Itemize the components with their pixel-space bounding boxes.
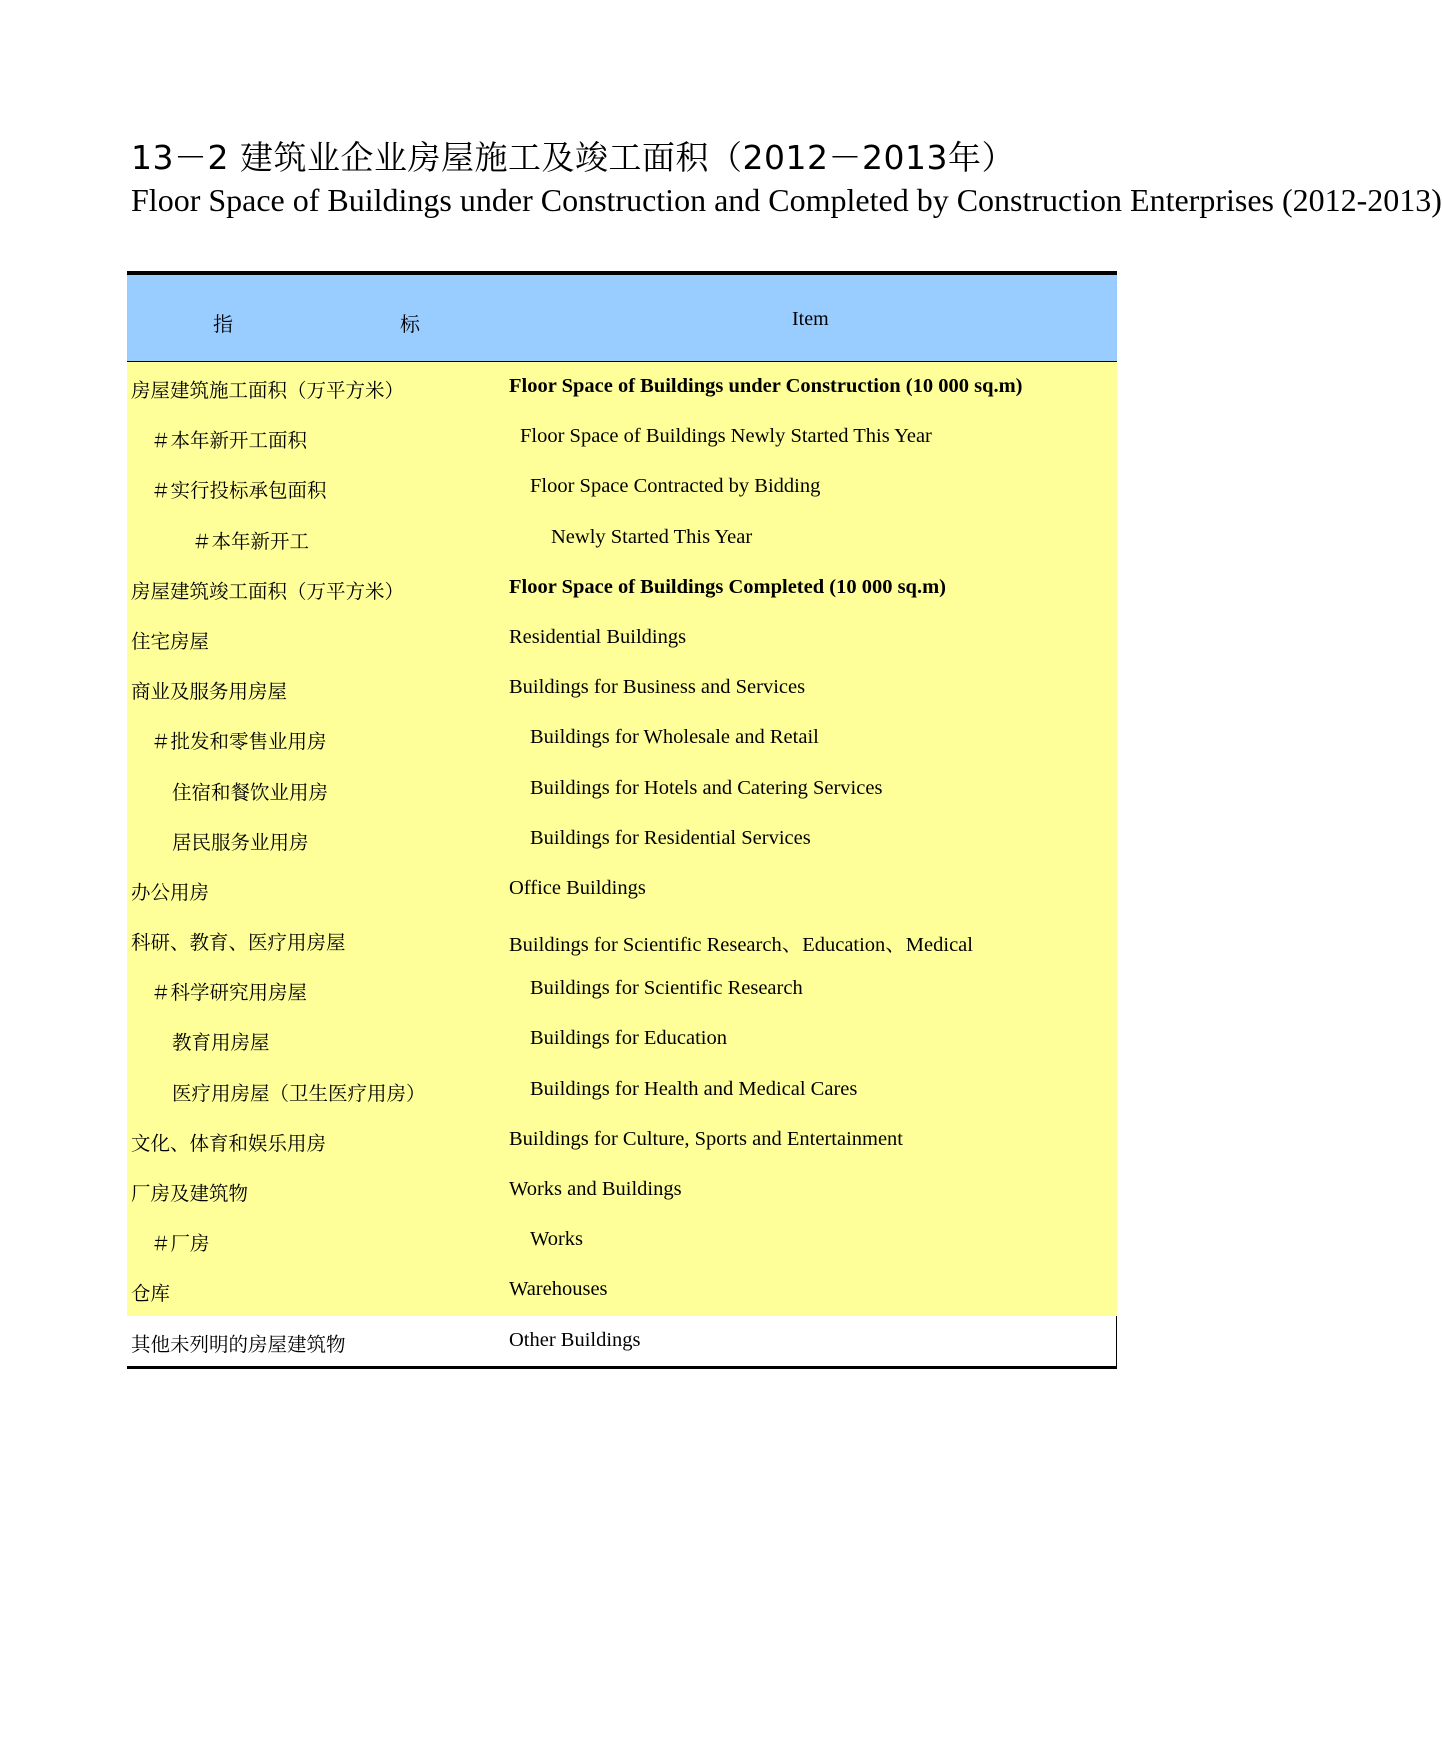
row-label-cn: 住宅房屋 [131,629,210,653]
row-label-en: Residential Buildings [509,625,687,648]
row-label-en: Other Buildings [509,1328,641,1351]
row-label-en: Buildings for Education [530,1027,728,1050]
row-label-cn: 医疗用房屋（卫生医疗用房） [172,1081,426,1105]
table-row [127,1014,1117,1064]
table-row [127,964,1117,1014]
row-label-en: Buildings for Health and Medical Cares [530,1077,858,1100]
row-label-cn: 科研、教育、医疗用房屋 [131,931,346,955]
table-header [127,275,1117,362]
table-row [127,1215,1117,1265]
header-item: Item [792,308,829,330]
table-row [127,563,1117,613]
table-row [127,1165,1117,1215]
row-label-cn: ＃批发和零售业用房 [151,730,327,754]
row-label-en: Buildings for Scientific Research、Education、Medical [509,934,973,957]
table-bottom-rule [127,1366,1117,1369]
row-label-cn: 商业及服务用房屋 [131,680,288,704]
table-row [127,513,1117,563]
row-label-cn: 其他未列明的房屋建筑物 [131,1332,346,1356]
row-label-en: Works and Buildings [509,1178,682,1200]
row-label-cn: ＃科学研究用房屋 [151,981,308,1005]
row-label-en: Floor Space of Buildings under Construction (10 000 sq.m) [509,375,1023,397]
row-label-cn: 文化、体育和娱乐用房 [131,1131,327,1155]
title-english: Floor Space of Buildings under Construction and Completed by Construction Enterprises (2012-2013) [131,182,1442,218]
table-row [127,864,1117,914]
row-label-en: Floor Space Contracted by Bidding [530,475,821,498]
table-row [127,1115,1117,1165]
table-row [127,1065,1117,1115]
table-row [127,764,1117,814]
table-row [127,663,1117,713]
row-label-cn: 房屋建筑竣工面积（万平方米） [131,579,405,603]
row-label-cn: ＃本年新开工面积 [151,429,308,453]
table-row [127,462,1117,512]
header-indicator-char-2: 标 [400,312,420,336]
row-label-cn: 办公用房 [131,880,210,904]
row-label-en: Buildings for Wholesale and Retail [530,726,819,749]
row-label-en: Buildings for Residential Services [530,826,811,849]
row-label-cn: 厂房及建筑物 [131,1182,249,1205]
table-body [127,362,1117,1366]
statistics-table [127,271,1117,1369]
row-label-cn: ＃厂房 [151,1232,210,1256]
table-row [127,1316,1117,1366]
row-label-en: Newly Started This Year [551,525,753,548]
row-label-en: Buildings for Culture, Sports and Entertainment [509,1127,904,1150]
row-label-en: Buildings for Hotels and Catering Services [530,776,883,799]
row-label-en: Buildings for Scientific Research [530,977,803,1000]
row-label-cn: 仓库 [131,1282,171,1306]
row-label-cn: 教育用房屋 [172,1031,270,1055]
table-row [127,412,1117,462]
row-label-cn: 住宿和餐饮业用房 [172,780,329,804]
row-label-cn: 房屋建筑施工面积（万平方米） [131,379,405,402]
table-row [127,613,1117,663]
table-row [127,914,1117,964]
row-label-en: Warehouses [509,1278,608,1301]
row-label-en: Office Buildings [509,876,646,899]
header-indicator-char-1: 指 [213,312,233,336]
table-row [127,362,1117,412]
row-label-en: Floor Space of Buildings Completed (10 000 sq.m) [509,575,946,598]
table-row [127,1265,1117,1315]
row-label-cn: ＃实行投标承包面积 [151,479,327,503]
row-label-cn: ＃本年新开工 [192,529,310,553]
row-label-en: Works [530,1228,584,1251]
title-chinese: 13－2 建筑业企业房屋施工及竣工面积（2012－2013年） [131,138,1015,177]
table-row [127,814,1117,864]
table-row [127,713,1117,763]
row-label-cn: 居民服务业用房 [172,830,309,854]
row-label-en: Buildings for Business and Services [509,676,806,699]
row-label-en: Floor Space of Buildings Newly Started This Year [520,425,932,448]
